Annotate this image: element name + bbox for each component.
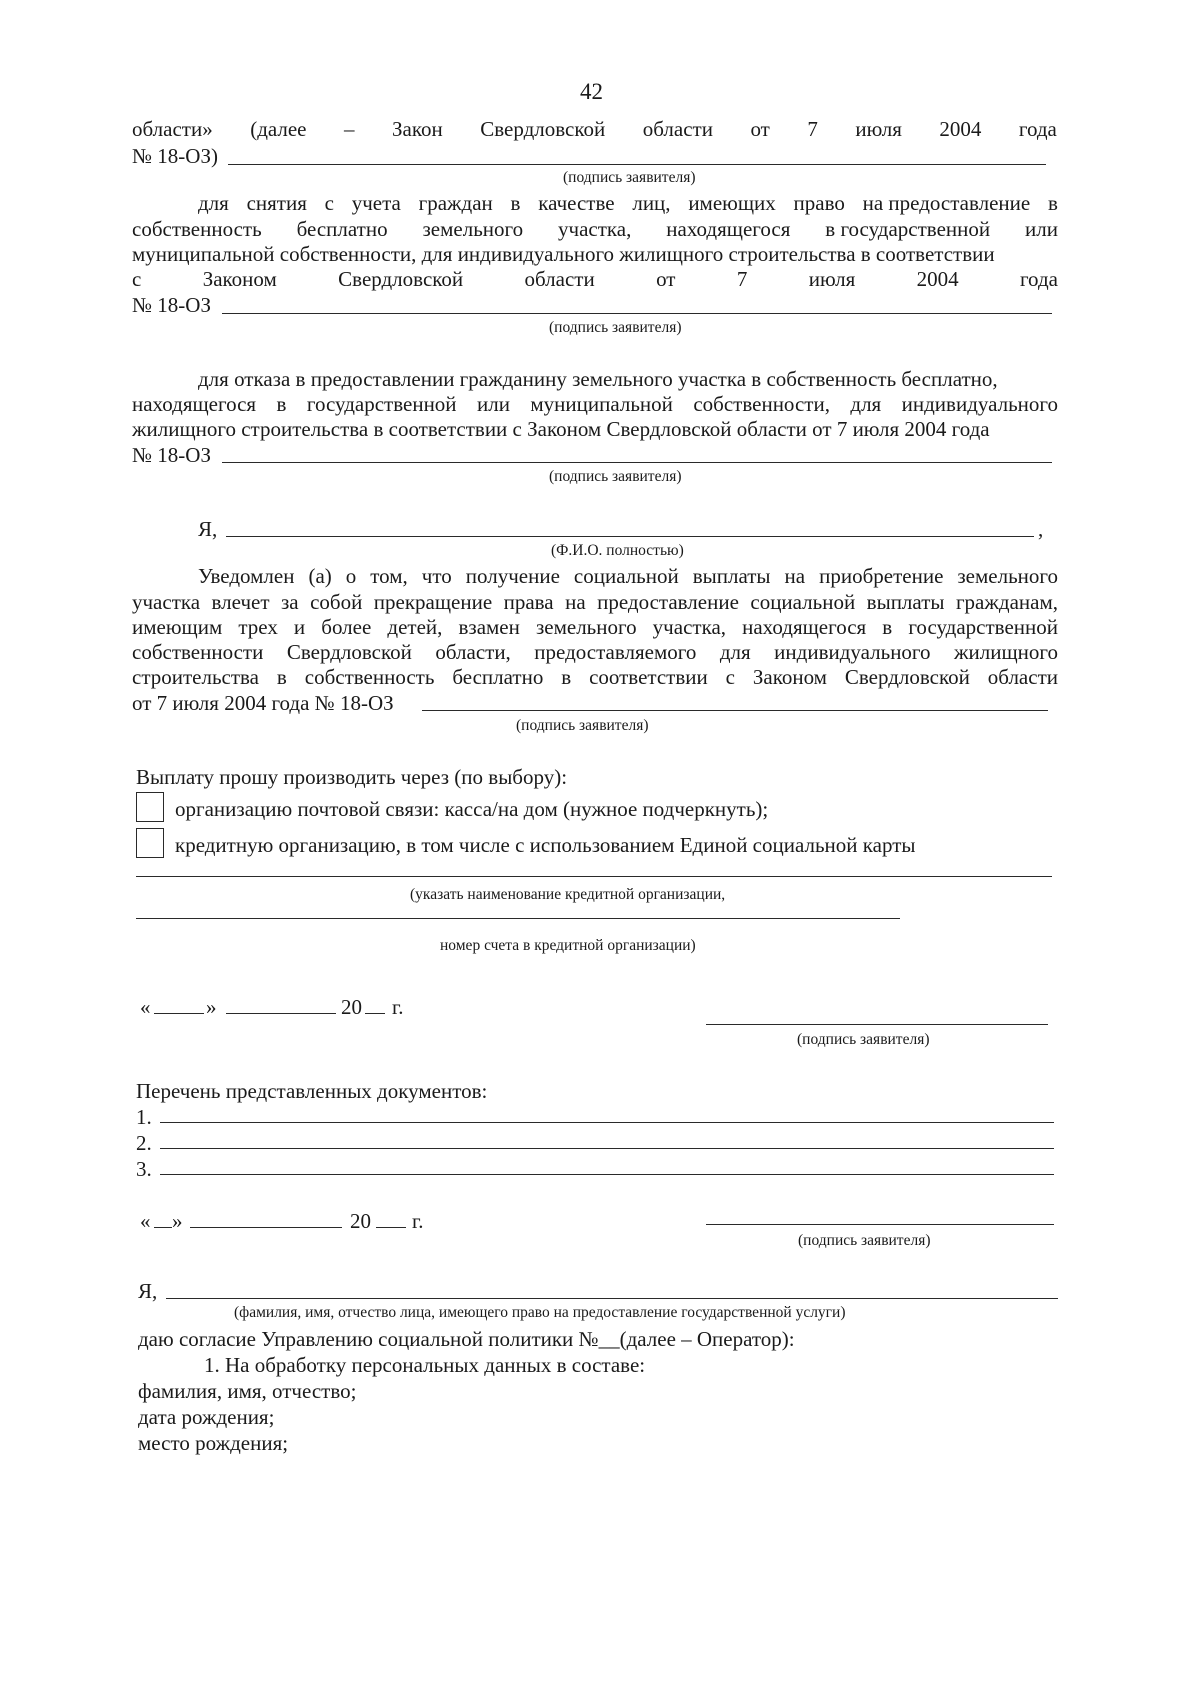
word: находящегося: [666, 217, 791, 241]
word: года: [1019, 267, 1058, 291]
consent-line1: даю согласие Управлению социальной политики №__(далее – Оператор):: [138, 1327, 795, 1351]
word: участка,: [558, 217, 632, 241]
document-item-3: 3.: [136, 1157, 152, 1181]
document-item-1: 1.: [136, 1105, 152, 1129]
word: в: [1047, 191, 1058, 215]
block1-line1: [132, 116, 1057, 143]
date2-close-quote: »: [172, 1209, 183, 1233]
date1-suffix: г.: [392, 995, 404, 1019]
consent-name-caption: (фамилия, имя, отчество лица, имеющего право на предоставление государственной услуги): [234, 1304, 846, 1321]
fio-line: [226, 536, 1034, 537]
block2-line3: муниципальной собственности, для индивидуального жилищного строительства в соответствии: [132, 242, 995, 266]
block4-line4: собственности Свердловской области, предоставляемого для индивидуального жилищного: [132, 640, 1058, 664]
signature-caption: (подпись заявителя): [549, 319, 682, 336]
signature-caption: (подпись заявителя): [798, 1232, 931, 1249]
consent-name-line: [166, 1298, 1058, 1299]
word: земельного: [422, 217, 524, 241]
signature-caption: (подпись заявителя): [516, 717, 649, 734]
signature-line: [706, 1224, 1054, 1225]
word: Закон: [392, 117, 443, 141]
word: от: [750, 117, 770, 141]
word: области»: [132, 117, 213, 141]
document-line-3: [160, 1174, 1054, 1175]
bank-name-caption: (указать наименование кредитной организации,: [410, 886, 726, 903]
word: качестве: [538, 191, 615, 215]
word: с: [132, 267, 142, 291]
payment-option-bank: кредитную организацию, в том числе с использованием Единой социальной карты: [175, 833, 916, 857]
signature-caption: (подпись заявителя): [563, 169, 696, 186]
block4-line1: Уведомлен (а) о том, что получение социальной выплаты на приобретение земельного: [198, 564, 1058, 588]
word: бесплатно: [296, 217, 388, 241]
date2-month-line: [190, 1227, 342, 1228]
ya-label: Я,: [198, 517, 218, 541]
date1-close-quote: »: [206, 995, 217, 1019]
date2-year-line: [376, 1227, 406, 1228]
word: граждан: [418, 191, 493, 215]
document-item-2: 2.: [136, 1131, 152, 1155]
date2-open-quote: «: [140, 1209, 151, 1233]
signature-line: [222, 313, 1052, 314]
checkbox-bank: [136, 828, 164, 858]
date2-year: 20: [350, 1209, 371, 1233]
word: года: [1018, 117, 1057, 141]
word: –: [344, 117, 355, 141]
block1-line2: № 18-ОЗ): [132, 144, 218, 168]
block2-line1: [198, 190, 1058, 217]
date2-suffix: г.: [412, 1209, 424, 1233]
word: учета: [351, 191, 401, 215]
consent-ya-label: Я,: [138, 1279, 158, 1303]
word: области: [642, 117, 713, 141]
account-caption: номер счета в кредитной организации): [440, 937, 696, 954]
word: в государственной: [825, 217, 991, 241]
block3-line1: для отказа в предоставлении гражданину земельного участка в собственность бесплатно,: [198, 367, 998, 391]
word: для: [198, 191, 229, 215]
signature-line: [222, 462, 1052, 463]
fio-comma: ,: [1038, 517, 1044, 541]
block4-line6: от 7 июля 2004 года № 18-ОЗ: [132, 691, 394, 715]
signature-line: [228, 164, 1046, 165]
consent-line5: место рождения;: [138, 1431, 289, 1455]
consent-line4: дата рождения;: [138, 1405, 275, 1429]
date2-day-line: [154, 1227, 172, 1228]
block3-line2: находящегося в государственной или муниципальной собственности, для индивидуального: [132, 392, 1058, 416]
block3-line3: жилищного строительства в соответствии с Законом Свердловской области от 7 июля 2004 года: [132, 417, 990, 441]
block2-line4: [132, 266, 1058, 293]
date1-open-quote: «: [140, 995, 151, 1019]
word: лиц,: [632, 191, 671, 215]
block4-line2: участка влечет за собой прекращение права на предоставление социальной выплаты гражданам,: [132, 590, 1058, 614]
word: от: [656, 267, 676, 291]
bank-name-line: [136, 876, 1052, 877]
word: Свердловской: [338, 267, 464, 291]
word: Свердловской: [480, 117, 606, 141]
consent-line2: 1. На обработку персональных данных в составе:: [204, 1353, 646, 1377]
word: 7: [807, 117, 818, 141]
signature-line: [706, 1024, 1048, 1025]
word: собственность: [132, 217, 262, 241]
documents-heading: Перечень представленных документов:: [136, 1079, 488, 1103]
signature-caption: (подпись заявителя): [797, 1031, 930, 1048]
word: 7: [736, 267, 748, 291]
word: июля: [855, 117, 902, 141]
consent-line3: фамилия, имя, отчество;: [138, 1379, 357, 1403]
block2-line2: [132, 216, 1058, 243]
word: с: [324, 191, 334, 215]
checkbox-post: [136, 792, 164, 822]
word: или: [1025, 217, 1058, 241]
block3-line4: № 18-ОЗ: [132, 443, 211, 467]
payment-heading: Выплату прошу производить через (по выбору):: [136, 765, 568, 789]
word: право: [793, 191, 845, 215]
word: 2004: [939, 117, 982, 141]
account-line: [136, 918, 900, 919]
word: имеющих: [688, 191, 776, 215]
word: на предоставление: [862, 191, 1031, 215]
block2-line5: № 18-ОЗ: [132, 293, 211, 317]
payment-option-post: организацию почтовой связи: касса/на дом (нужное подчеркнуть);: [175, 797, 769, 821]
date1-year-line: [365, 1013, 385, 1014]
block4-line3: имеющим трех и более детей, взамен земельного участка, находящегося в государственной: [132, 615, 1058, 639]
fio-caption: (Ф.И.О. полностью): [551, 542, 684, 559]
block4-line5: строительства в собственность бесплатно в соответствии с Законом Свердловской области: [132, 665, 1058, 689]
word: (далее: [250, 117, 307, 141]
word: снятия: [246, 191, 307, 215]
word: в: [510, 191, 521, 215]
date1-month-line: [226, 1013, 336, 1014]
word: Законом: [202, 267, 277, 291]
date1-year: 20: [341, 995, 362, 1019]
word: области: [524, 267, 595, 291]
signature-line: [422, 710, 1048, 711]
word: 2004: [916, 267, 959, 291]
document-line-2: [160, 1148, 1054, 1149]
document-line-1: [160, 1122, 1054, 1123]
word: июля: [808, 267, 856, 291]
page-number: 42: [580, 79, 603, 104]
signature-caption: (подпись заявителя): [549, 468, 682, 485]
date1-day-line: [154, 1013, 204, 1014]
